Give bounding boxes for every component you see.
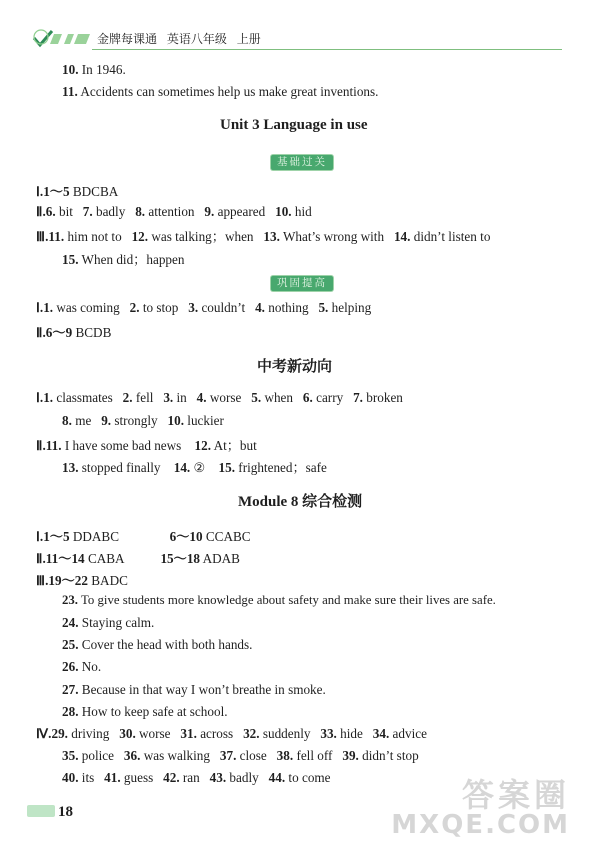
answer-line: Ⅳ.29. driving 30. worse 31. across 32. suddenly 33. hide 34. advice — [36, 726, 427, 741]
answer-line: Ⅲ.11. him not to 12. was talking；when 13. What’s wrong with 14. didn’t listen to — [36, 229, 491, 244]
subject: 英语八年级 — [166, 32, 227, 46]
header-title — [97, 30, 267, 47]
answer-line: 23. To give students more knowledge about safety and make sure their lives are safe. — [62, 593, 496, 607]
answer-line: 28. How to keep safe at school. — [62, 704, 228, 719]
answer-line: Ⅲ.19～22 BADC — [36, 573, 128, 588]
watermark — [391, 776, 570, 840]
badge-consolidate: 巩固提高 — [271, 276, 333, 291]
answer-line: 10. In 1946. — [62, 62, 126, 77]
answer-line: Ⅰ.1. was coming 2. to stop 3. couldn’t 4. nothing 5. helping — [36, 300, 372, 315]
page-header — [0, 0, 590, 52]
answer-line: Ⅱ.11. I have some bad news 12. At；but — [36, 438, 257, 453]
answer-line: Ⅰ.1. classmates 2. fell 3. in 4. worse 5. when 6. carry 7. broken — [36, 390, 403, 405]
answer-line: 40. its 41. guess 42. ran 43. badly 44. to come — [62, 770, 331, 785]
check-logo-icon — [32, 28, 90, 48]
badge-basic: 基础过关 — [271, 155, 333, 170]
answer-line: 25. Cover the head with both hands. — [62, 637, 253, 652]
book-name: 金牌每课通 — [97, 32, 158, 46]
header-divider — [92, 49, 562, 50]
answer-line: 13. stopped finally 14. ② 15. frightened；safe — [62, 460, 327, 475]
answer-line: 8. me 9. strongly 10. luckier — [62, 413, 224, 428]
answer-line: Ⅰ.1～5 BDCBA — [36, 184, 119, 199]
answer-line: 35. police 36. was walking 37. close 38. fell off 39. didn’t stop — [62, 748, 419, 763]
answer-line: 27. Because in that way I won’t breathe in smoke. — [62, 682, 326, 697]
section-title-zhongkao: 中考新动向 — [257, 357, 333, 375]
volume: 上册 — [236, 32, 261, 46]
watermark-url: MXQE.COM — [391, 810, 570, 840]
section-title-module8: Module 8 综合检测 — [238, 494, 363, 510]
section-title-unit3: Unit 3 Language in use — [220, 117, 368, 133]
answer-line: Ⅱ.11～14 CABA 15～18 ADAB — [36, 551, 240, 566]
page-tab-decoration — [27, 805, 55, 817]
answer-line: 11. Accidents can sometimes help us make great inventions. — [62, 84, 379, 99]
answer-line: Ⅰ.1～5 DDABC 6～10 CCABC — [36, 529, 251, 544]
answer-line: 26. No. — [62, 659, 102, 674]
answer-line: 24. Staying calm. — [62, 615, 155, 630]
watermark-logo-text: 答案圈 — [461, 776, 570, 814]
answer-line: 15. When did；happen — [62, 252, 185, 267]
answer-line: Ⅱ.6～9 BCDB — [36, 325, 112, 340]
page-number: 18 — [27, 804, 73, 821]
answer-line: Ⅱ.6. bit 7. badly 8. attention 9. appeared 10. hid — [36, 204, 312, 219]
